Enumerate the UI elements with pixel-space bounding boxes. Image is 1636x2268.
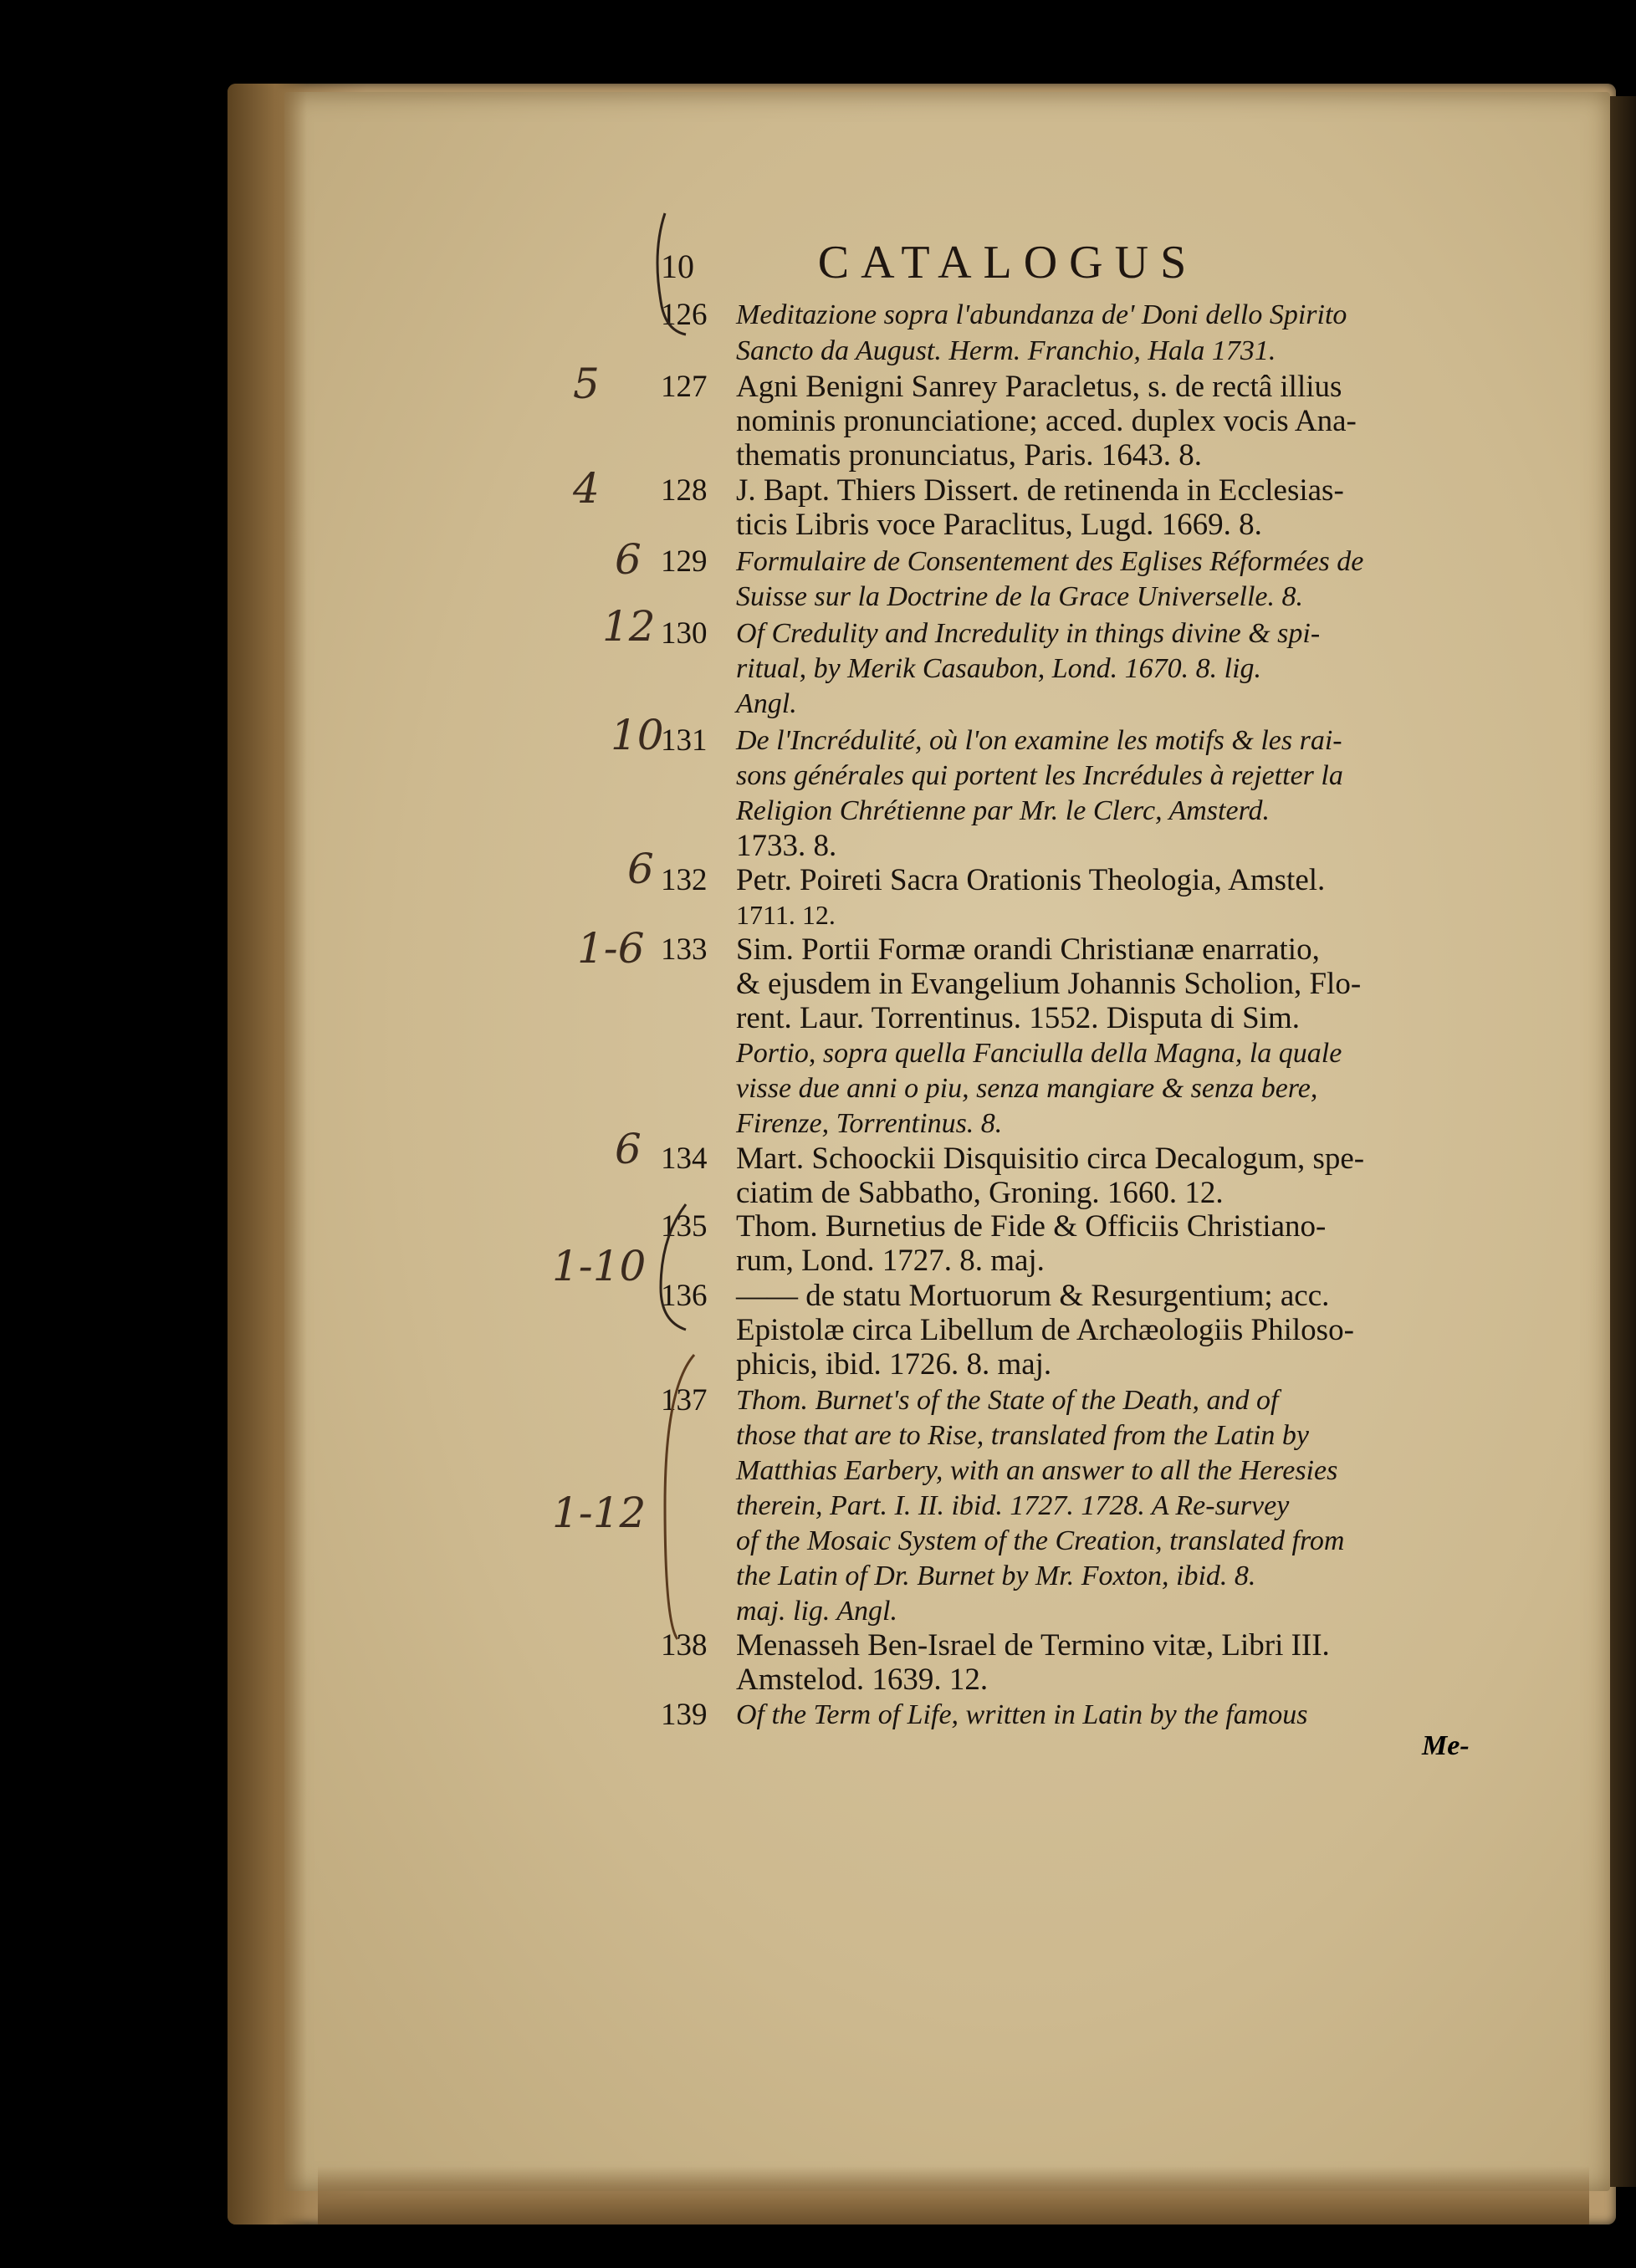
- margin-mark: 6: [615, 535, 642, 584]
- entry-number: 136: [661, 1279, 708, 1313]
- entry-line: 1711. 12.: [736, 900, 836, 930]
- entry-line: Matthias Earbery, with an answer to all the Heresies: [736, 1455, 1338, 1486]
- page-number: 10: [661, 248, 694, 285]
- entry-line: Thom. Burnet's of the State of the Death, and of: [736, 1385, 1279, 1416]
- catchword: Me-: [1422, 1730, 1470, 1761]
- entry-line: Angl.: [736, 688, 797, 719]
- entry-line: Sancto da August. Herm. Franchio, Hala 1731.: [736, 335, 1276, 366]
- entry-line: Mart. Schoockii Disquisitio circa Decalogum, spe-: [736, 1142, 1365, 1176]
- entry-line: sons générales qui portent les Incrédules à rejetter la: [736, 760, 1343, 791]
- entry-line: thematis pronunciatus, Paris. 1643. 8.: [736, 438, 1202, 472]
- entry-line: Of the Term of Life, written in Latin by the famous: [736, 1699, 1308, 1730]
- entry-line: Menasseh Ben-Israel de Termino vitæ, Libri III.: [736, 1628, 1330, 1663]
- entry-line: maj. lig. Angl.: [736, 1596, 897, 1627]
- entry-line: rent. Laur. Torrentinus. 1552. Disputa di Sim.: [736, 1001, 1300, 1035]
- entry-line: Suisse sur la Doctrine de la Grace Universelle. 8.: [736, 581, 1303, 612]
- entry-line: Petr. Poireti Sacra Orationis Theologia, Amstel.: [736, 863, 1326, 897]
- entry-line: rum, Lond. 1727. 8. maj.: [736, 1244, 1045, 1278]
- entry-line: Formulaire de Consentement des Eglises Réformées de: [736, 546, 1364, 577]
- entry-number: 131: [661, 723, 708, 758]
- entry-number: 132: [661, 863, 708, 897]
- margin-mark: 12: [602, 602, 656, 651]
- entry-line: ticis Libris voce Paraclitus, Lugd. 1669. 8.: [736, 508, 1262, 542]
- entry-number: 139: [661, 1698, 708, 1732]
- entry-number: 126: [661, 298, 708, 332]
- entry-number: 138: [661, 1628, 708, 1663]
- margin-mark: 1-10: [552, 1242, 647, 1290]
- entry-line: Agni Benigni Sanrey Paracletus, s. de rectâ illius: [736, 370, 1342, 404]
- entry-line: those that are to Rise, translated from the Latin by: [736, 1420, 1309, 1451]
- page-title: CATALOGUS: [817, 237, 1199, 289]
- margin-mark: 1-12: [552, 1489, 647, 1537]
- entry-line: De l'Incrédulité, où l'on examine les motifs & les rai-: [736, 725, 1342, 756]
- entry-number: 129: [661, 544, 708, 579]
- entry-line: visse due anni o piu, senza mangiare & senza bere,: [736, 1073, 1318, 1104]
- entry-line: Amstelod. 1639. 12.: [736, 1663, 989, 1697]
- margin-mark: 5: [573, 360, 600, 408]
- entry-line: ciatim de Sabbatho, Groning. 1660. 12.: [736, 1176, 1224, 1210]
- entry-number: 133: [661, 932, 708, 967]
- entry-line: nominis pronunciatione; acced. duplex vocis Ana-: [736, 404, 1357, 438]
- entry-line: of the Mosaic System of the Creation, translated from: [736, 1525, 1345, 1556]
- entry-line: Of Credulity and Incredulity in things divine & spi-: [736, 618, 1321, 649]
- entry-number: 128: [661, 473, 708, 508]
- entry-line: Portio, sopra quella Fanciulla della Magna, la quale: [736, 1038, 1342, 1069]
- entry-line: 1733. 8.: [736, 829, 837, 863]
- entry-line: Religion Chrétienne par Mr. le Clerc, Amsterd.: [736, 795, 1270, 826]
- entry-line: Thom. Burnetius de Fide & Officiis Christiano-: [736, 1209, 1327, 1244]
- entry-number: 137: [661, 1383, 708, 1418]
- entry-line: ritual, by Merik Casaubon, Lond. 1670. 8. lig.: [736, 653, 1262, 684]
- entry-number: 135: [661, 1209, 708, 1244]
- entry-number: 134: [661, 1142, 708, 1176]
- margin-mark: 6: [627, 845, 654, 893]
- entry-line: —— de statu Mortuorum & Resurgentium; acc.: [736, 1279, 1330, 1313]
- entry-number: 130: [661, 616, 708, 651]
- entry-number: 127: [661, 370, 708, 404]
- entry-line: the Latin of Dr. Burnet by Mr. Foxton, ibid. 8.: [736, 1561, 1256, 1591]
- entry-line: phicis, ibid. 1726. 8. maj.: [736, 1347, 1052, 1382]
- entry-line: Meditazione sopra l'abundanza de' Doni dello Spirito: [736, 299, 1347, 330]
- margin-mark: 6: [615, 1125, 642, 1173]
- entry-line: & ejusdem in Evangelium Johannis Scholion, Flo-: [736, 967, 1362, 1001]
- margin-mark: 10: [611, 711, 664, 759]
- entry-line: J. Bapt. Thiers Dissert. de retinenda in Ecclesias-: [736, 473, 1344, 508]
- margin-mark: 4: [573, 464, 600, 513]
- margin-mark: 1-6: [577, 924, 645, 973]
- entry-line: Sim. Portii Formæ orandi Christianæ enarratio,: [736, 932, 1320, 967]
- entry-line: Epistolæ circa Libellum de Archæologiis Philoso-: [736, 1313, 1354, 1347]
- entry-line: therein, Part. I. II. ibid. 1727. 1728. A Re-survey: [736, 1490, 1290, 1521]
- entry-line: Firenze, Torrentinus. 8.: [736, 1108, 1003, 1139]
